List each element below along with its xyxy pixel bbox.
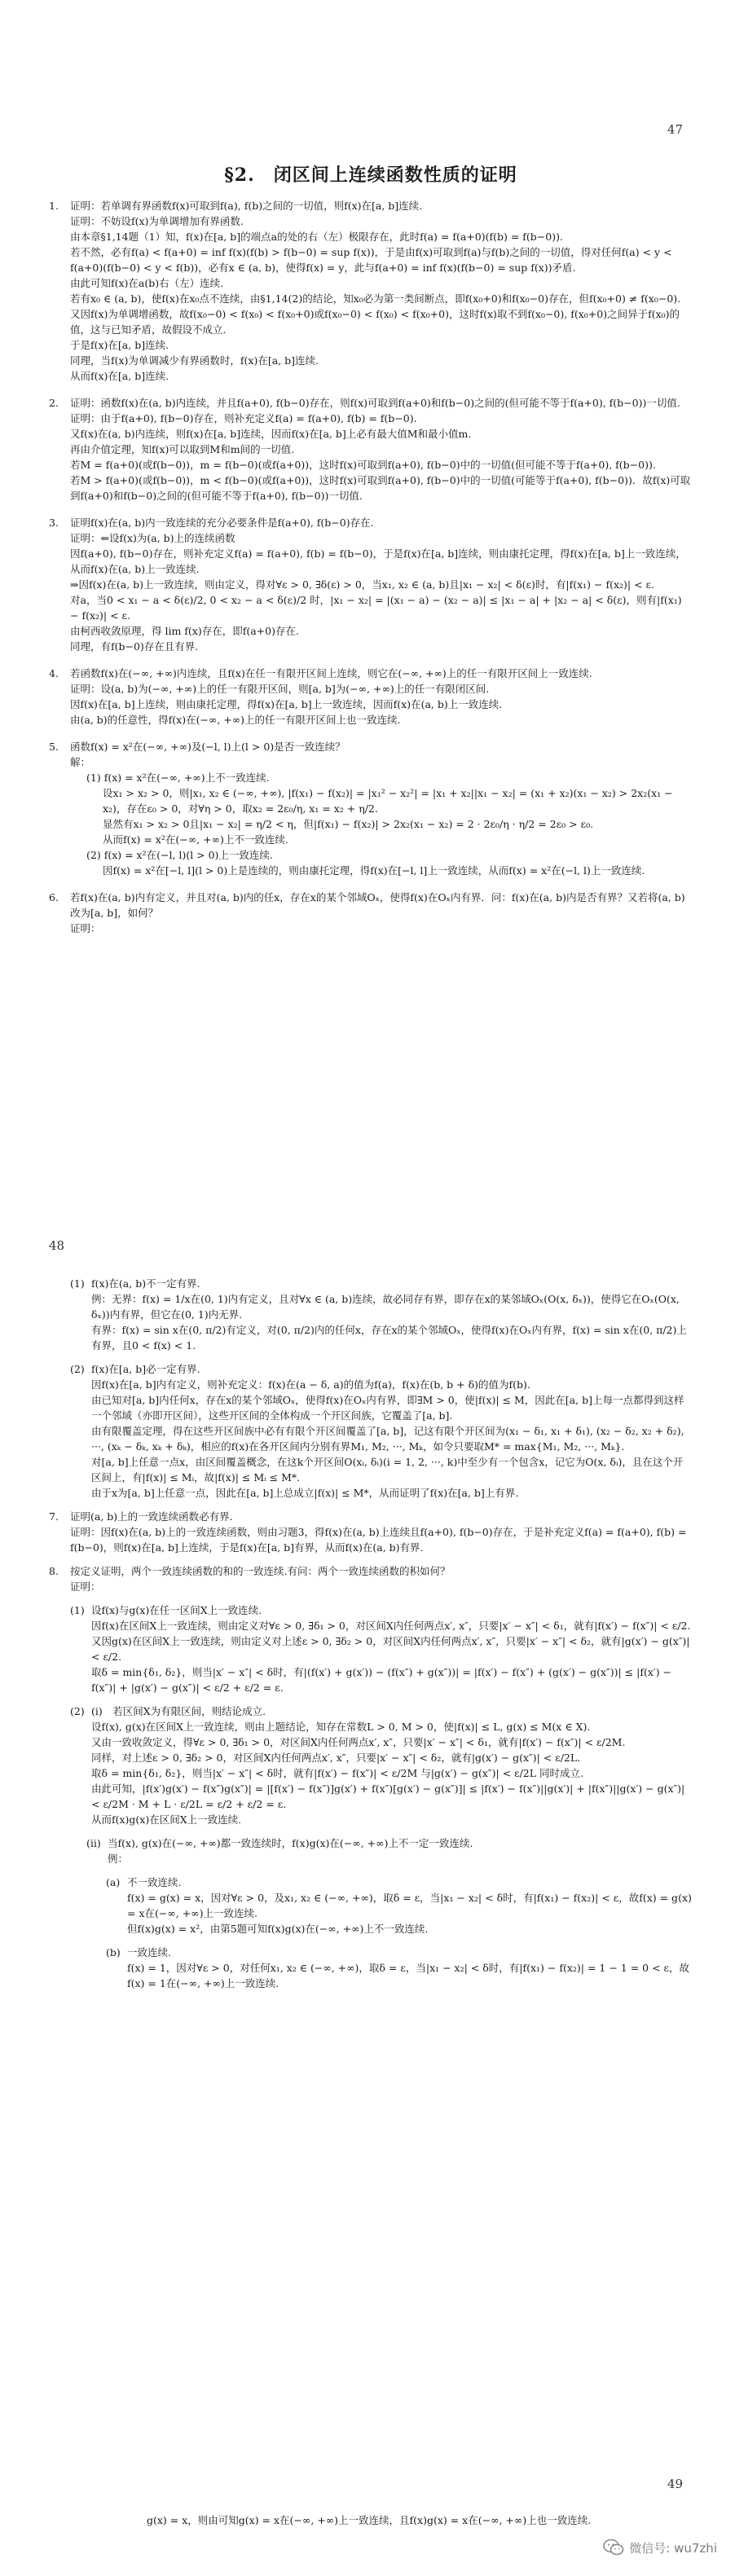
page-49-content — [49, 2512, 693, 2528]
sub-part-label: (ii) — [86, 1837, 101, 1849]
problem-statement — [49, 739, 693, 754]
sub-part — [86, 847, 693, 878]
sub-part-text: f(x) = x²在(−l, l)(l > 0)上一致连续. — [103, 849, 273, 861]
problem-text: 设f(x)与g(x)在任一区间X上一致连续. — [91, 1604, 262, 1616]
problem-text: 当f(x), g(x)在(−∞, +∞)都一致连续时，f(x)g(x)在(−∞, +∞)上不一定一致连续. — [108, 1837, 473, 1849]
proof-line: 证明：设(a, b)为(−∞, +∞)上的任一有限开区间，则[a, b]为(−∞, +∞)上的任一有限闭区间. — [70, 683, 490, 695]
sub-part-line: 因f(x) = x²在[−l, l](l > 0)上是连续的，则由康托定理，得f(x)在[−l, l]上一致连续，从而f(x) = x²在(−l, l)上一致连续. — [103, 864, 645, 877]
page-number: 48 — [49, 1238, 65, 1253]
page-47-content — [49, 165, 693, 947]
proof-line: 若不然，必有f(a) < f(a+0) = inf f(x)(f(b) > f(b−0) = sup f(x))，于是由f(x)可取到f(a)与f(b)之间的一切值，得对任何f(a) < y < f(a+0)(f(b−0) < y < f(b))，必有x ∈ (a, b)，使得f(x) = y，此与f(a+0) = inf f(x)(f(b−0) = sup f(x))矛盾. — [70, 246, 672, 274]
problem-text: 按定义证明，两个一致连续函数的和的一致连续.有问：两个一致连续函数的积如何？ — [70, 1565, 451, 1577]
proof-line: 从而f(x)g(x)在区间X上一致连续. — [91, 1813, 242, 1826]
problem-item — [49, 1563, 693, 1594]
wechat-icon — [603, 2539, 624, 2556]
problem-statement — [86, 1835, 693, 1851]
problem-item — [49, 395, 693, 503]
proof-line: 因f(x)在区间X上一致连续，则由定义对∀ε > 0, ∃δ₁ > 0，对区间X内任何两点x′, x″，只要|x′ − x″| < δ₁，就有|f(x′) − f(x″)| < ε/2. — [91, 1620, 691, 1632]
proof-line: 又因g(x)在区间X上一致连续，则由定义对上述ε > 0, ∃δ₂ > 0，对区间X内任何两点x′, x″，只要|x′ − x″| < δ₂，就有|g(x′) − g(x″)| < ε/2. — [91, 1635, 690, 1663]
page-number: 49 — [667, 2477, 683, 2491]
page-47 — [0, 0, 735, 961]
problem-number: 8. — [49, 1565, 59, 1577]
section-title: §2. 闭区间上连续函数性质的证明 — [224, 165, 517, 186]
sub-part — [86, 770, 693, 847]
problem-item — [49, 739, 693, 878]
proof-line: 同理，有f(b−0)存在且有界. — [70, 640, 199, 653]
problem-item — [49, 1361, 693, 1501]
sub-part-line: 从而f(x) = x²在(−∞, +∞)上不一致连续. — [103, 833, 288, 846]
problem-text: f(x)在[a, b]必一定有界. — [91, 1363, 200, 1375]
problem-item — [49, 198, 693, 384]
sub-part-line: 显然有x₁ > x₂ > 0且|x₁ − x₂| = η/2 < η，但|f(x₁) − f(x₂)| > 2x₂(x₁ − x₂) = 2 · 2ε₀/η · η/2 = 2ε₀ > ε₀. — [103, 818, 594, 830]
problem-text: (i) 若区间X为有限区间，则结论成立. — [91, 1705, 266, 1717]
proof-line: 证明： — [70, 1580, 101, 1593]
sub-part-text: f(x) = x²在(−∞, +∞)上不一致连续. — [103, 771, 270, 784]
problem-number: 5. — [49, 741, 59, 753]
proof-line: 解： — [70, 756, 91, 768]
problem-item — [49, 515, 693, 654]
problem-text: 函数f(x) = x²在(−∞, +∞)及(−l, l)上(l > 0)是否一致连续？ — [70, 741, 345, 753]
proof-line: 同理，当f(x)为单调减少有界函数时，f(x)在[a, b]连续. — [70, 354, 319, 367]
proof-line: 因f(a+0), f(b−0)存在，则补充定义f(a) = f(a+0), f(b) = f(b−0)，于是f(x)在[a, b]连续，则由康托定理，得f(x)在[a, b]上一致连续，从而f(x)在(a, b)上一致连续. — [70, 547, 686, 575]
proof-line: 由已知对[a, b]内任何x，存在x的某个邻域Oₓ，使得f(x)在Oₓ内有界，即∃M > 0，使|f(x)| ≤ M，因此在[a, b]上每一点都得到这样一个邻域（亦即开区间），这些开区间的全体构成一个开区间族，它覆盖了[a, b]. — [91, 1394, 684, 1422]
proof-line: 证明：由于f(a+0), f(b−0)存在，则补充定义f(a) = f(a+0), f(b) = f(b−0). — [70, 412, 417, 424]
proof-line: 设f(x), g(x)在区间X上一致连续，则由上题结论，知存在常数L > 0, M > 0，使|f(x)| ≤ L, g(x) ≤ M(x ∈ X). — [91, 1721, 591, 1733]
problem-item — [49, 666, 693, 728]
proof-line: 于是f(x)在[a, b]连续. — [70, 339, 169, 351]
sub-part-label: (2) — [86, 849, 101, 861]
proof-line: 若M > f(a+0)(或f(b−0))，m < f(b−0)(或f(a+0))，这时f(x)可取到f(a+0), f(b−0)中的一切值(可能等于f(a+0), f(b−0))．故f(x)可取到f(a+0)和f(b−0)之间的(但可能不等于f(a+0), f(b−0))一切值. — [70, 474, 691, 502]
problem-statement — [49, 1563, 693, 1579]
proof-line: 由此可知，|f(x′)g(x′) − f(x″)g(x″)| = |[f(x′) − f(x″)]g(x′) + f(x″)[g(x′) − g(x″)]| ≤ |f(x′) − f(x″)||g(x′)| + |f(x″)||g(x′) − g(x″)| < ε/2M · M + L · ε/2L = ε/2 + ε/2 = ε. — [91, 1783, 685, 1810]
problem-number: 6. — [49, 891, 59, 903]
proof-line: 由于x为[a, b]上任意一点，因此在[a, b]上总成立|f(x)| ≤ M*，从而证明了f(x)在[a, b]上有界. — [91, 1487, 519, 1499]
problem-text: 证明：函数f(x)在(a, b)内连续，并且f(a+0), f(b−0)存在，则f(x)可取到f(a+0)和f(b−0)之间的(但可能不等于f(a+0), f(b−0))一切值. — [70, 397, 680, 409]
problem-item — [49, 1835, 693, 1866]
proof-line: 从而f(x)在[a, b]连续. — [70, 370, 169, 382]
sub-part-label: (b) — [106, 1946, 121, 1958]
proof-line: 证明：不妨设f(x)为单调增加有界函数. — [70, 215, 244, 227]
problem-statement — [49, 666, 693, 681]
problem-number: 3. — [49, 517, 59, 529]
sub-part-heading — [86, 847, 693, 863]
problem-item — [49, 1703, 693, 1827]
problem-item — [49, 1602, 693, 1695]
problem-text: f(x)在(a, b)不一定有界. — [91, 1277, 200, 1290]
problem-statement — [70, 1361, 693, 1377]
problem-statement — [49, 890, 693, 921]
proof-line: 又因f(x)为单调增函数，故f(x₀−0) < f(x₀) < f(x₀+0)或f(x₀−0) < f(x₀) < f(x₀+0)，这时f(x)取不到f(x₀−0), f(x₀+0)之间异于f(x₀)的值，这与已知矛盾，故假设不成立. — [70, 308, 680, 336]
problem-text: 一致连续. — [127, 1946, 171, 1958]
problem-statement — [70, 1276, 693, 1291]
problem-number: 4. — [49, 667, 59, 679]
page-number: 47 — [667, 122, 683, 137]
proof-line: ⇒因f(x)在(a, b)上一致连续，则由定义，得对∀ε > 0, ∃δ(ε) > 0，当x₁, x₂ ∈ (a, b)且|x₁ − x₂| < δ(ε)时，有|f(x₁) − f(x₂)| < ε. — [70, 578, 654, 591]
proof-line: 若有x₀ ∈ (a, b)，使f(x)在x₀点不连续，由§1,14(2)的结论，知x₀必为第一类间断点，即f(x₀+0)和f(x₀−0)存在，但f(x₀+0) ≠ f(x₀−0). — [70, 292, 681, 305]
proof-line: f(x) = 1，因对∀ε > 0，对任何x₁, x₂ ∈ (−∞, +∞)，取δ = ε，当|x₁ − x₂| < δ时，有|f(x₁) − f(x₂)| = 1 − 1 = 0 < ε，故f(x) = 1在(−∞, +∞)上一致连续. — [127, 1962, 690, 1989]
problem-text: 若函数f(x)在(−∞, +∞)内连续，且f(x)在任一有限开区间上连续，则它在(−∞, +∞)上的任一有限开区间上一致连续. — [70, 667, 592, 679]
proof-line: g(x) = x，则由可知g(x) = x在(−∞, +∞)上一致连续，且f(x)g(x) = x在(−∞, +∞)上也一致连续. — [147, 2514, 592, 2526]
proof-line: 证明：因f(x)在(a, b)上的一致连续函数，则由习题3，得f(x)在(a, b)上连续且f(a+0), f(b−0)存在，于是补充定义f(a) = f(a+0), f(b) = f(b−0)，则f(x)在[a, b]上连续，于是f(x)在[a, b]有界，从而f(x)在(a, b)有界. — [70, 1526, 687, 1554]
proof-line: 但f(x)g(x) = x²，由第5题可知f(x)g(x)在(−∞, +∞)上不一致连续. — [127, 1923, 429, 1935]
page-49 — [0, 2477, 735, 2576]
problem-text: 证明：若单调有界函数f(x)可取到f(a), f(b)之间的一切值，则f(x)在[a, b]连续. — [70, 200, 423, 212]
problem-text: 证明f(x)在(a, b)内一致连续的充分必要条件是f(a+0), f(b−0)存在. — [70, 517, 374, 529]
sub-part-label: (1) — [70, 1604, 85, 1616]
proof-line: 因f(x)在[a, b]内有定义，则补充定义：f(x)在(a − δ, a)的值为f(a)，f(x)在(b, b + δ)的值为f(b). — [91, 1378, 530, 1391]
problem-statement — [49, 198, 693, 213]
proof-line: 由本章§1,14题（1）知，f(x)在[a, b]的端点a的处的右（左）极限存在，此时f(a) = f(a+0)(f(b) = f(b−0)). — [70, 231, 563, 243]
sub-part-label: (1) — [70, 1277, 85, 1290]
problem-statement — [70, 1602, 693, 1618]
problem-item — [49, 890, 693, 936]
problem-item — [49, 1509, 693, 1555]
page-48 — [0, 1222, 735, 1989]
problem-statement — [49, 1509, 693, 1524]
problem-statement — [49, 395, 693, 411]
proof-line: 证明：⇐设f(x)为(a, b)上的连续函数 — [70, 532, 235, 544]
sub-part-label: (a) — [106, 1876, 121, 1888]
proof-line: 由(a, b)的任意性，得f(x)在(−∞, +∞)上的任一有限开区间上也一致连续. — [70, 714, 401, 726]
sub-part-line: 设x₁ > x₂ > 0，则|x₁, x₂ ∈ (−∞, +∞), |f(x₁) − f(x₂)| = |x₁² − x₂²| = |x₁ + x₂||x₁ − x₂| = (x₁ + x₂)(x₁ − x₂) > 2x₂(x₁ − x₂)，存在ε₀ > 0，对∀η > 0，取x₂ = 2ε₀/η, x₁ = x₂ + η/2. — [103, 787, 673, 815]
problem-text: 不一致连续. — [127, 1876, 182, 1888]
proof-line: 由柯西收敛原理，得 lim f(x)存在，即f(a+0)存在. — [70, 625, 299, 637]
proof-line: 由有限覆盖定理，得在这些开区间族中必有有限个开区间覆盖了[a, b]，记这有限个开区间为(x₁ − δ₁, x₁ + δ₁), (x₂ − δ₂, x₂ + δ₂), ···, (xₖ − δₖ, xₖ + δₖ)，相应的f(x)在各开区间内分别有界M₁, M₂, ···, Mₖ，如令只要取M* = max{M₁, M₂, ···, Mₖ}. — [91, 1425, 684, 1453]
problem-text: 若f(x)在(a, b)内有定义，并且对(a, b)内的任x，存在x的某个邻域Oₓ，使得f(x)在Oₓ内有界．问：f(x)在(a, b)内是否有界？又若将(a, b)改为[a, b]，如何？ — [70, 891, 685, 919]
proof-line: f(x) = g(x) = x，因对∀ε > 0，及x₁, x₂ ∈ (−∞, +∞)，取δ = ε，当|x₁ − x₂| < δ时，有|f(x₁) − f(x₂)| < ε，故f(x) = g(x) = x在(−∞, +∞)上一致连续. — [127, 1892, 692, 1919]
proof-line: 因f(x)在[a, b]上连续，则由康托定理，得f(x)在[a, b]上一致连续，因而f(x)在(a, b)上一致连续. — [70, 698, 503, 710]
sub-part-label: (2) — [70, 1363, 85, 1375]
problem-number: 7. — [49, 1510, 59, 1523]
sub-part-heading — [86, 770, 693, 785]
proof-line: 又由一致收敛定义，得∀ε > 0, ∃δ₁ > 0，对区间X内任何两点x′, x″，只要|x′ − x″| < δ₁，就有|f(x′) − f(x″)| < ε/2M. — [91, 1736, 626, 1748]
problem-text: 证明(a, b)上的一致连续函数必有界. — [70, 1510, 233, 1523]
proof-line: 例：无界：f(x) = 1/x在(0, 1)内有定义，且对∀x ∈ (a, b)连续，故必同存有界，即存在x的某邻域Oₓ(O(x, δₓ))，使得它在Oₓ(O(x, δₓ))内有界，但它在(0, 1)内无界. — [91, 1293, 680, 1321]
problem-statement — [106, 1945, 693, 1960]
problem-statement — [49, 515, 693, 530]
page-48-content — [49, 1276, 693, 1999]
proof-line: 若M = f(a+0)(或f(b−0))，m = f(b−0)(或f(a+0))，这时f(x)可取到f(a+0), f(b−0)中的一切值(但可能不等于f(a+0), f(b−0)). — [70, 459, 656, 471]
proof-line: 证明： — [70, 922, 101, 934]
problem-item — [49, 1276, 693, 1353]
proof-line: 取δ = min{δ₁, δ₂}，则当|x′ − x″| < δ时，就有|f(x′) − f(x″)| < ε/2M 与|g(x′) − g(x″)| < ε/2L 同时成立. — [91, 1767, 583, 1779]
problem-number: 2. — [49, 397, 59, 409]
problem-item — [49, 1945, 693, 1991]
problem-number: 1. — [49, 200, 59, 212]
sub-part-label: (1) — [86, 771, 101, 784]
proof-line: 对[a, b]上任意一点x，由区间覆盖概念，在这k个开区间O(xᵢ, δᵢ)(i = 1, 2, ···, k)中至少有一个包含x，记它为O(x, δᵢ)，且在这个开区间上，有|f(x)| ≤ Mᵢ，故|f(x)| ≤ Mᵢ ≤ M*. — [91, 1456, 684, 1484]
proof-line: 有界：f(x) = sin x在(0, π/2)有定义，对(0, π/2)内的任何x，存在x的某个邻域Oₓ，使得f(x)在Oₓ内有界，f(x) = sin x在(0, π/2)上有界，且0 < f(x) < 1. — [91, 1324, 687, 1352]
proof-line: 再由介值定理，知f(x)可以取到M和m间的一切值. — [70, 443, 295, 455]
proof-line: 例： — [108, 1853, 129, 1865]
problem-item — [49, 1875, 693, 1936]
watermark-text: 微信号: wu7zhi — [629, 2540, 717, 2556]
problem-statement — [106, 1875, 693, 1890]
proof-line: 取δ = min{δ₁, δ₂}，则当|x′ − x″| < δ时，有|(f(x′) + g(x′)) − (f(x″) + g(x″))| = |f(x′) − f(x″) + (g(x′) − g(x″))| ≤ |f(x′) − f(x″)| + |g(x′) − g(x″)| < ε/2 + ε/2 = ε. — [91, 1666, 672, 1694]
sub-part-label: (2) — [70, 1705, 85, 1717]
problem-statement — [70, 1703, 693, 1719]
proof-line: 由此可知f(x)在a(b)右（左）连续. — [70, 277, 224, 289]
proof-line: 对a，当0 < x₁ − a < δ(ε)/2, 0 < x₂ − a < δ(ε)/2 时，|x₁ − x₂| = |(x₁ − a) − (x₂ − a)| ≤ |x₁ − a| + |x₂ − a| < δ(ε)，则有|f(x₁) − f(x₂)| < ε. — [70, 594, 682, 622]
proof-line: 又f(x)在(a, b)内连续，则f(x)在[a, b]连续，因而f(x)在[a, b]上必有最大值M和最小值m. — [70, 428, 472, 440]
watermark — [603, 2539, 717, 2556]
proof-line: 同样，对上述ε > 0, ∃δ₂ > 0，对区间X内任何两点x′, x″，只要|x′ − x″| < δ₂，就有|g(x′) − g(x″)| < ε/2L. — [91, 1752, 581, 1764]
